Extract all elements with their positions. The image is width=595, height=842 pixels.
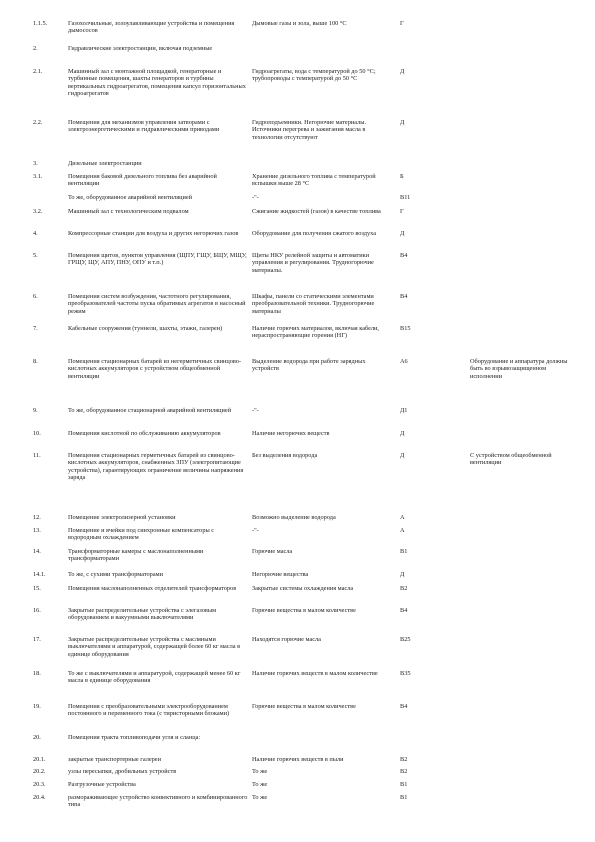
row-number: 20.1. [33,756,46,763]
hazard-category: Д [400,230,405,237]
substance-description: Находятся горючие масла [252,636,321,643]
substance-description: Гидроподъемники. Негорючие материалы. Источники перегрева и зажигания масла в технологии отсутствуют [252,119,367,141]
room-name: Помещения систем возбуждения, частотного регулирования, преобразователей частоты пуска обратимых агрегатов в насосный режим [68,293,246,315]
row-number: 5. [33,252,38,259]
row-number: 20. [33,734,41,741]
hazard-category: Б [400,173,404,180]
substance-description: Дымовые газы и зола, выше 100 °С [252,20,347,27]
substance-description: Без выделения водорода [252,452,318,459]
room-name: Разгрузочные устройства [68,781,136,788]
row-number: 7. [33,325,38,332]
row-number: 20.2. [33,768,46,775]
hazard-category: Д [400,119,405,126]
row-number: 13. [33,527,41,534]
row-number: 1.1.5. [33,20,48,27]
room-name: Помещения кислотной по обслуживанию аккумуляторов [68,430,221,437]
room-name: Трансформаторные камеры с маслонаполненными трансформаторами [68,548,204,563]
row-number: 8. [33,358,38,365]
substance-description: -"- [252,194,259,201]
room-name: Машинный зал с технологическим подвалом [68,208,189,215]
room-name: Помещение и ячейки под синхронные компенсаторы с водородным охлаждением [68,527,215,542]
row-number: 20.3. [33,781,46,788]
row-note: С устройством общеобменной вентиляции [470,452,552,467]
hazard-category: Г [400,208,404,215]
hazard-category: В1 [400,794,408,801]
row-number: 3. [33,160,38,167]
substance-description: -"- [252,407,259,414]
room-name: Помещения маслонаполненных отделителей трансформаторов [68,585,237,592]
substance-description: Наличие горючих веществ в малом количестве [252,670,378,677]
room-name: То же, оборудованное стационарной аварийной вентиляцией [68,407,232,414]
substance-description: -"- [252,527,259,534]
row-number: 14.1. [33,571,46,578]
substance-description: Выделение водорода при работе зарядных устройств [252,358,366,373]
room-name: Кабельные сооружения (туннели, шахты, этажи, галереи) [68,325,223,332]
substance-description: Возможно выделение водорода [252,514,336,521]
substance-description: Щиты НКУ релейной защиты и автоматики управления и регулирования. Трудногорючие материалы. [252,252,374,274]
hazard-category: Д [400,452,405,459]
substance-description: Наличие горючих веществ в пыли [252,756,344,763]
hazard-category: А6 [400,358,408,365]
substance-description: Оборудование для получения сжатого воздуха [252,230,376,237]
substance-description: Горючие вещества в малом количестве [252,607,356,614]
substance-description: Хранение дизельного топлива с температурой вспышки выше 28 °С [252,173,376,188]
hazard-category: А [400,514,405,521]
row-number: 18. [33,670,41,677]
hazard-category: В25 [400,636,411,643]
room-name: Помещения с преобразовательными электрооборудованием постоянного и переменного тока (с тиристорными блоками) [68,703,230,718]
row-number: 10. [33,430,41,437]
room-name: Машинный зал с монтажной площадкой, генераторные и турбинные помещения, шахты генераторов и турбины вертикальных гидроагрегатов, помещения капсул горизонтальных гидроагрегатов [68,68,246,98]
hazard-category: Д [400,430,405,437]
room-name: Закрытые распределительные устройства с элегазовым оборудованием и вакуумными выключателями [68,607,217,622]
room-name: размораживающее устройство конвективного и комбинированного типа [68,794,248,809]
hazard-category: В1 [400,548,408,555]
substance-description: Горючие вещества в малом количестве [252,703,356,710]
substance-description: Наличие негорючих веществ [252,430,330,437]
substance-description: Шкафы, панели со статическими элементами преобразовательной техники. Трудногорючие материалы [252,293,375,315]
hazard-category: В2 [400,585,408,592]
room-name: То же, с сухими трансформаторами [68,571,163,578]
substance-description: Гидроагрегаты, вода с температурой до 50 °С; трубопроводы с температурой до 50 °С [252,68,376,83]
row-number: 19. [33,703,41,710]
hazard-category: В15 [400,325,411,332]
hazard-category: В11 [400,194,411,201]
substance-description: Негорючие вещества [252,571,309,578]
room-name: То же, оборудованное аварийной вентиляцией [68,194,192,201]
row-number: 2. [33,45,38,52]
hazard-category: В35 [400,670,411,677]
hazard-category: Д [400,68,405,75]
room-name: Закрытые распределительные устройства с масляными выключателями и аппаратурой, содержащей более 60 кг масла в единице оборудования [68,636,241,658]
substance-description: Закрытые системы охлаждения масла [252,585,354,592]
substance-description: Горючие масла [252,548,293,555]
hazard-category: В2 [400,756,408,763]
row-number: 15. [33,585,41,592]
hazard-category: В2 [400,768,408,775]
room-name: Газохолчильные, золоулавливающие устройства и помещения дымососов [68,20,235,35]
substance-description: То же [252,781,268,788]
hazard-category: Д1 [400,407,408,414]
row-note: Оборудование и аппаратура должны быть во взрывозащищенном исполнении [470,358,568,380]
room-name: Помещения баковой дизельного топлива без аварийной вентиляции [68,173,217,188]
hazard-category: В4 [400,607,408,614]
hazard-category: В4 [400,703,408,710]
row-number: 11. [33,452,41,459]
row-number: 2.2. [33,119,43,126]
row-number: 14. [33,548,41,555]
row-number: 17. [33,636,41,643]
substance-description: Наличие горючих материалов, включая кабели, нераспространяющие горения (НГ) [252,325,379,340]
hazard-category: А [400,527,405,534]
room-name: Помещения тракта топливоподачи угля и сланца: [68,734,201,741]
row-number: 3.1. [33,173,43,180]
room-name: Дизельные электростанции [68,160,142,167]
hazard-category: В1 [400,781,408,788]
row-number: 12. [33,514,41,521]
room-name: Помещения стационарных герметичных батарей из свинцово-кислотных аккумуляторов, снабженных ЗПУ (электропитающие устройства), гарантирующих ограничение величины напряжения заряда [68,452,244,482]
row-number: 20.4. [33,794,46,801]
row-number: 16. [33,607,41,614]
substance-description: Сжигание жидкостей (газов) в качестве топлива [252,208,381,215]
hazard-category: В4 [400,252,408,259]
hazard-category: В4 [400,293,408,300]
substance-description: То же [252,768,268,775]
hazard-category: Г [400,20,404,27]
room-name: Помещения щитов, пунктов управления (ЩПУ, ГЩУ, БЩУ, МЩУ, ГРЩУ, ЩУ, АПУ, ПНУ, ОПУ и т.п.) [68,252,247,267]
room-name: Помещения для механизмов управления затворами с электроэнергетическими и гидравлическими приводами [68,119,220,134]
row-number: 2.1. [33,68,43,75]
room-name: То же с выключателями и аппаратурой, содержащей менее 60 кг масла в единице оборудования [68,670,241,685]
row-number: 3.2. [33,208,43,215]
room-name: Помещение электролизерной установки [68,514,176,521]
row-number: 4. [33,230,38,237]
hazard-category: Д [400,571,405,578]
room-name: Помещения стационарных батарей из негерметичных свинцово-кислотных аккумуляторов с устройством общеобменной вентиляции [68,358,242,380]
room-name: закрытые транспортерные галереи [68,756,161,763]
substance-description: То же [252,794,268,801]
room-name: узлы пересыпки, дробильных устройств [68,768,177,775]
room-name: Компрессорные станции для воздуха и других негорючих газов [68,230,239,237]
row-number: 9. [33,407,38,414]
row-number: 6. [33,293,38,300]
room-name: Гидравлические электростанции, включая подземные [68,45,213,52]
